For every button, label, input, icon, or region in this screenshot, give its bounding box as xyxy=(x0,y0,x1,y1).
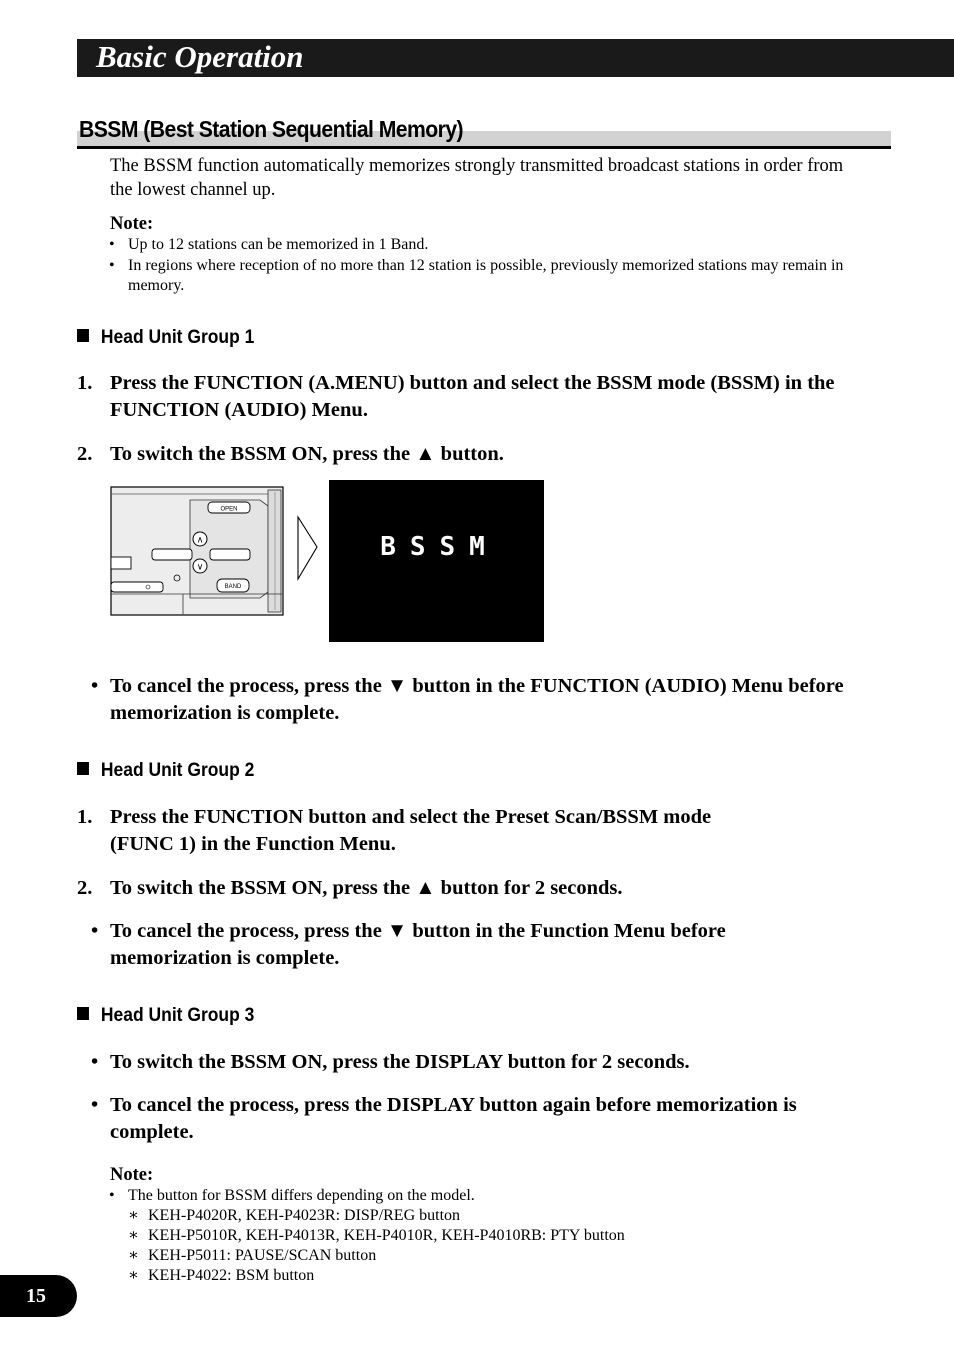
bullet-text: To switch the BSSM ON, press the DISPLAY button for 2 seconds. xyxy=(110,1051,690,1073)
group2-cancel-bullet xyxy=(77,918,877,972)
bullet-icon: • xyxy=(91,1051,99,1073)
display-text: BSSM xyxy=(380,532,499,562)
intro-paragraph: The BSSM function automatically memorizes strongly transmitted broadcast stations in order from the lowest channel up. xyxy=(110,156,844,200)
down-button-label: ∨ xyxy=(196,561,204,572)
note-label: Note: xyxy=(110,214,154,234)
bullet-icon: • xyxy=(91,675,99,697)
open-button-label: OPEN xyxy=(220,506,238,513)
model-item: ∗ KEH-P5011: PAUSE/SCAN button xyxy=(109,1246,870,1266)
note-item: • The button for BSSM differs depending on the model. xyxy=(109,1186,870,1206)
model-item: ∗ KEH-P5010R, KEH-P4013R, KEH-P4010R, KEH-P4010RB: PTY button xyxy=(109,1226,870,1246)
bullet-icon: • xyxy=(91,1094,99,1116)
model-list xyxy=(109,1206,870,1286)
group-heading-label: Head Unit Group 1 xyxy=(100,327,255,348)
group2-step-1 xyxy=(77,804,877,858)
step-number: 1. xyxy=(77,372,93,394)
square-bullet-icon xyxy=(77,1007,89,1020)
header-bar xyxy=(77,39,954,77)
page-number-tab xyxy=(0,1275,77,1317)
step-text: To switch the BSSM ON, press the ▲ button for 2 seconds. xyxy=(110,877,623,899)
bullet-text: To cancel the process, press the DISPLAY button again before memorization is complete. xyxy=(110,1094,797,1143)
square-bullet-icon xyxy=(77,329,89,342)
note-item: • Up to 12 stations can be memorized in 1 Band. xyxy=(109,235,870,255)
bullet-icon: • xyxy=(91,920,99,942)
group-heading-1 xyxy=(77,327,254,349)
group-heading-2 xyxy=(77,760,254,782)
section-title: BSSM (Best Station Sequential Memory) xyxy=(79,116,464,142)
step-text: To switch the BSSM ON, press the ▲ button. xyxy=(110,443,504,465)
step-number: 1. xyxy=(77,806,93,828)
display-screen xyxy=(329,480,544,642)
group1-step-2 xyxy=(77,441,877,468)
note-item: • In regions where reception of no more than 12 station is possible, previously memorized stations may remain in memory. xyxy=(109,256,870,296)
step-number: 2. xyxy=(77,877,93,899)
note-list-2 xyxy=(109,1186,870,1206)
step-number: 2. xyxy=(77,443,93,465)
step-text: Press the FUNCTION (A.MENU) button and select the BSSM mode (BSSM) in the FUNCTION (AUDIO) Menu. xyxy=(110,372,835,421)
group-heading-3 xyxy=(77,1005,254,1027)
model-item: ∗ KEH-P4020R, KEH-P4023R: DISP/REG button xyxy=(109,1206,870,1226)
note-block-2 xyxy=(110,1165,870,1286)
up-button-label: ∧ xyxy=(196,534,204,545)
bullet-text: To cancel the process, press the ▼ button in the Function Menu before memorization is complete. xyxy=(110,920,726,969)
head-unit-drawing xyxy=(110,480,320,645)
group2-step-2 xyxy=(77,875,877,902)
model-item: ∗ KEH-P4022: BSM button xyxy=(109,1266,870,1286)
group3-cancel-bullet xyxy=(77,1092,877,1146)
group3-switch-bullet xyxy=(77,1049,877,1076)
note-list-1 xyxy=(109,235,870,296)
note-block-1 xyxy=(110,214,870,296)
group1-cancel-bullet xyxy=(77,673,877,727)
page-header-title: Basic Operation xyxy=(96,39,304,74)
square-bullet-icon xyxy=(77,762,89,775)
step-text: Press the FUNCTION button and select the Preset Scan/BSSM mode (FUNC 1) in the Function Menu. xyxy=(110,806,712,855)
group1-step-1 xyxy=(77,370,877,424)
group-heading-label: Head Unit Group 3 xyxy=(100,1005,255,1026)
section-title-bar xyxy=(77,110,891,149)
group-heading-label: Head Unit Group 2 xyxy=(100,760,255,781)
note-label: Note: xyxy=(110,1165,154,1185)
illustration xyxy=(110,480,550,645)
band-button-label: BAND xyxy=(224,584,242,590)
bullet-text: To cancel the process, press the ▼ button in the FUNCTION (AUDIO) Menu before memorization is complete. xyxy=(110,675,844,724)
page-number: 15 xyxy=(26,1285,46,1307)
